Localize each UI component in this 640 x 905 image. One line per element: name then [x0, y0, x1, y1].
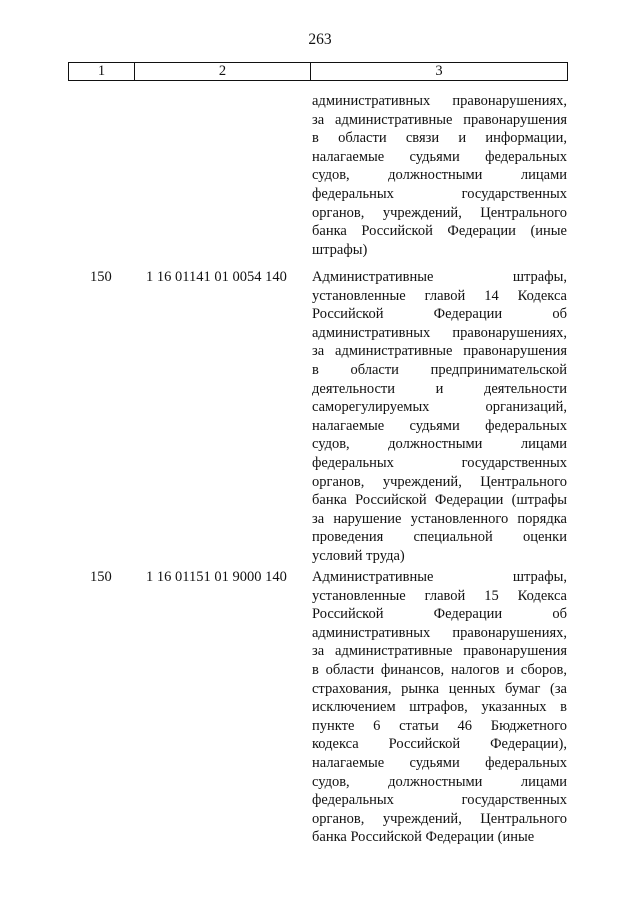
description-line: налагаемые судьями федеральных — [312, 148, 567, 165]
description-line: органов, учреждений, Центрального — [312, 473, 567, 490]
description-line: исключением штрафов, указанных в — [312, 699, 567, 716]
description-line: банка Российской Федерации (штрафы — [312, 492, 567, 509]
description-line: кодекса Российской Федерации), — [312, 736, 567, 753]
column-header-1: 1 — [69, 63, 135, 81]
admin-code: 150 — [90, 269, 112, 285]
description-line: судов, должностными лицами — [312, 773, 567, 790]
description-line: Административные штрафы, — [312, 269, 567, 285]
description-line: деятельности и деятельности — [312, 380, 567, 397]
revenue-description — [312, 92, 567, 259]
column-header-table — [68, 62, 568, 81]
description-line: Российской Федерации об — [312, 306, 567, 323]
description-line: административных правонарушениях, — [312, 624, 567, 641]
budget-classification-code: 1 16 01141 01 0054 140 — [146, 269, 287, 285]
description-line: органов, учреждений, Центрального — [312, 204, 567, 221]
column-header-3: 3 — [311, 63, 568, 81]
description-line: федеральных государственных — [312, 792, 567, 809]
description-line: банка Российской Федерации (иные — [312, 223, 567, 240]
description-line: федеральных государственных — [312, 185, 567, 202]
description-line: проведения специальной оценки — [312, 529, 567, 546]
description-line: налагаемые судьями федеральных — [312, 417, 567, 434]
description-line: штрафы) — [312, 241, 368, 258]
description-line: за нарушение установленного порядка — [312, 510, 567, 527]
column-header-row — [69, 63, 568, 81]
description-line: саморегулируемых организаций, — [312, 399, 567, 416]
description-line: за административные правонарушения — [312, 111, 567, 128]
description-line: установленные главой 14 Кодекса — [312, 287, 567, 304]
description-line: Административные штрафы, — [312, 569, 567, 585]
description-line: федеральных государственных — [312, 454, 567, 471]
column-header-2: 2 — [135, 63, 311, 81]
revenue-description — [312, 268, 567, 566]
page-number: 263 — [308, 31, 332, 48]
budget-classification-code: 1 16 01151 01 9000 140 — [146, 569, 287, 585]
description-line: административных правонарушениях, — [312, 324, 567, 341]
description-line: за административные правонарушения — [312, 343, 567, 360]
description-line: страхования, рынка ценных бумаг (за — [312, 680, 567, 697]
description-line: установленные главой 15 Кодекса — [312, 587, 567, 604]
revenue-description — [312, 568, 567, 847]
description-line: налагаемые судьями федеральных — [312, 754, 567, 771]
description-line: банка Российской Федерации (иные — [312, 829, 535, 846]
description-line: административных правонарушениях, — [312, 93, 567, 109]
description-line: судов, должностными лицами — [312, 167, 567, 184]
description-line: пункте 6 статьи 46 Бюджетного — [312, 717, 567, 734]
description-line: за административные правонарушения — [312, 643, 567, 660]
description-line: судов, должностными лицами — [312, 436, 567, 453]
description-line: в области финансов, налогов и сборов, — [312, 661, 567, 678]
description-line: условий труда) — [312, 547, 405, 564]
admin-code: 150 — [90, 569, 112, 585]
description-line: Российской Федерации об — [312, 606, 567, 623]
description-line: органов, учреждений, Центрального — [312, 810, 567, 827]
description-line: в области связи и информации, — [312, 130, 567, 147]
description-line: в области предпринимательской — [312, 361, 567, 378]
